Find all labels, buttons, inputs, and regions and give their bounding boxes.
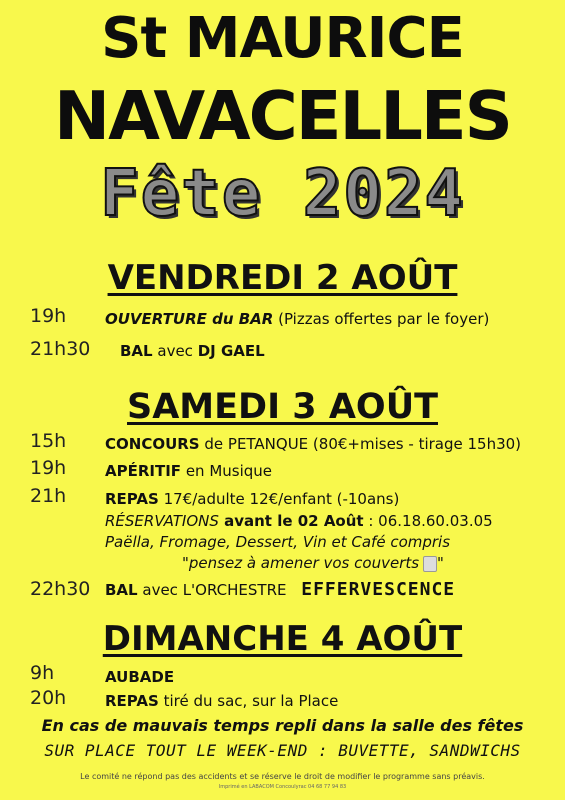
event-line [105, 580, 455, 600]
event-detail: (Pizzas offertes par le foyer) [273, 310, 490, 328]
time-label: 20h [30, 687, 67, 709]
event-detail: de PETANQUE (80€+mises - tirage 15h30) [199, 435, 522, 453]
printer-credit: Imprimé en LABACOM Concoulyrac 04 68 77 94 83 [218, 784, 347, 790]
day-heading-sunday: DIMANCHE 4 AOÛT [102, 619, 463, 659]
weather-notice: En cas de mauvais temps repli dans la salle des fêtes [41, 716, 524, 735]
event-line [105, 309, 489, 329]
reservation-phone: : 06.18.60.03.05 [363, 512, 493, 530]
disclaimer: Le comité ne répond pas des accidents et se réserve le droit de modifier le programme sans préavis. [80, 772, 485, 781]
title-line-2: NAVACELLES [54, 77, 511, 155]
note-end: " [437, 554, 444, 572]
note-text: "pensez à amener vos couverts [182, 554, 420, 572]
event-title: BAL [120, 342, 153, 360]
event-line [105, 667, 174, 687]
day-heading-saturday: SAMEDI 3 AOÛT [127, 387, 438, 427]
event-title: REPAS [105, 490, 159, 508]
menu-line: Paëlla, Fromage, Dessert, Vin et Café compris [105, 533, 451, 551]
time-label: 19h [30, 457, 67, 479]
event-detail: avec [152, 342, 198, 360]
time-label: 22h30 [30, 578, 91, 600]
title-line-3: Fête 2024 [100, 157, 465, 231]
day-heading-friday: VENDREDI 2 AOÛT [107, 258, 458, 298]
event-title: APÉRITIF [105, 462, 182, 480]
cutlery-icon [423, 556, 437, 572]
title-line-1: St MAURICE [101, 6, 464, 71]
event-title: DJ GAEL [197, 342, 265, 360]
time-label: 21h30 [30, 338, 91, 360]
time-label: 15h [30, 430, 67, 452]
reservation-label: RÉSERVATIONS [105, 512, 219, 530]
event-line [105, 434, 521, 454]
event-detail: 17€/adulte 12€/enfant (-10ans) [158, 490, 400, 508]
event-line [105, 691, 338, 711]
reservation-line [105, 511, 493, 531]
event-line [105, 489, 399, 509]
event-title: OUVERTURE du BAR [105, 310, 274, 328]
event-title: REPAS [105, 692, 159, 710]
event-detail: avec L'ORCHESTRE [137, 581, 287, 599]
weekend-notice: SUR PLACE TOUT LE WEEK-END : BUVETTE, SANDWICHS [44, 741, 521, 760]
event-title: BAL [105, 581, 138, 599]
band-name: EFFERVESCENCE [301, 579, 456, 600]
time-label: 21h [30, 485, 67, 507]
note-line [182, 553, 444, 573]
event-title: CONCOURS [105, 435, 200, 453]
time-label: 19h [30, 305, 67, 327]
event-detail: tiré du sac, sur la Place [158, 692, 339, 710]
event-line [105, 461, 272, 481]
reservation-deadline: avant le 02 Août [218, 512, 364, 530]
event-title: AUBADE [105, 668, 175, 686]
event-line [120, 341, 265, 361]
time-label: 9h [30, 662, 55, 684]
event-detail: en Musique [181, 462, 273, 480]
